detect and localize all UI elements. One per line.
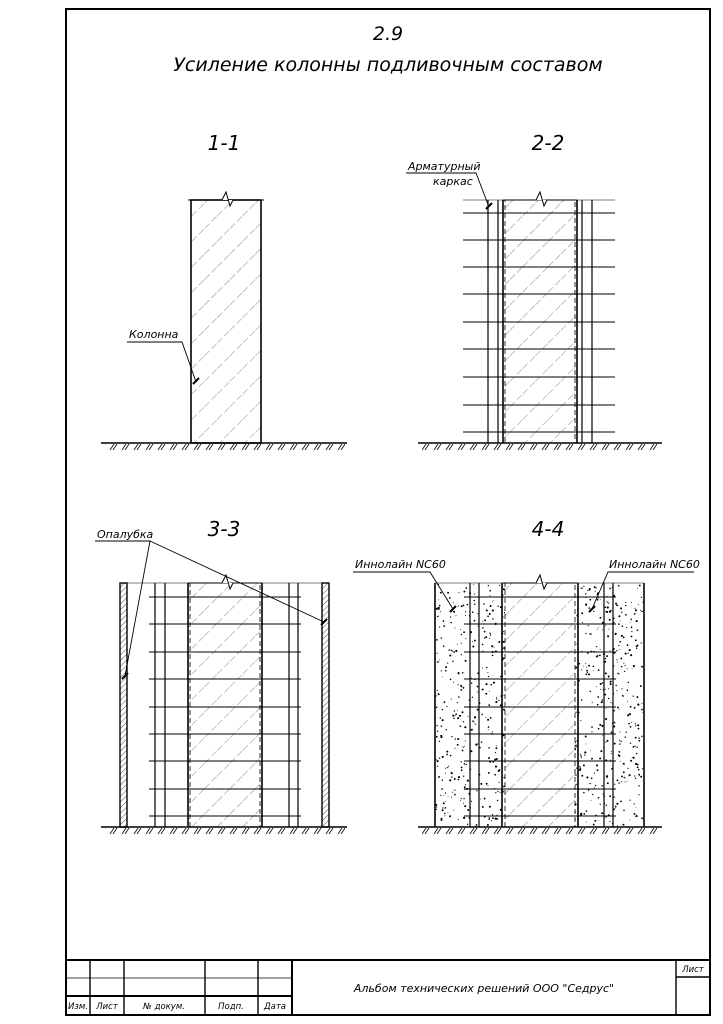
ground-hatch [105, 828, 345, 834]
section-4-4 [353, 517, 700, 834]
ground-hatch [422, 444, 658, 450]
title-block-doc: № докум. [143, 1002, 185, 1012]
callout-rebar-cage: Арматурный [408, 160, 481, 173]
section-label: 2-2 [531, 131, 565, 155]
column-hatch [505, 583, 575, 827]
section-3-3 [95, 517, 347, 834]
callout-grout-left: Иннолайн NC60 [355, 558, 446, 571]
section-label: 4-4 [531, 517, 565, 541]
title-block-date: Дата [263, 1002, 287, 1012]
page-title: Усиление колонны подливочным составом [173, 54, 603, 76]
column-concrete [190, 583, 260, 827]
column-concrete [505, 200, 575, 443]
title-block-sign: Подп. [218, 1002, 244, 1012]
ground-hatch [422, 828, 658, 834]
leader-tick [486, 203, 492, 209]
section-2-2 [406, 131, 662, 450]
callout-grout-right: Иннолайн NC60 [609, 558, 700, 571]
title-block-izm: Изм. [68, 1002, 88, 1012]
sheet-label: Лист [682, 965, 704, 975]
formwork-left [120, 583, 127, 827]
callout-rebar-cage-2: каркас [433, 175, 473, 188]
leader-line [127, 342, 196, 382]
title-block-list: Лист [96, 1002, 118, 1012]
section-label: 3-3 [207, 517, 241, 541]
sheet-number: 2.9 [372, 23, 404, 45]
section-label: 1-1 [207, 131, 241, 155]
section-1-1 [101, 131, 347, 450]
album-name: Альбом технических решений ООО "Седрус" [353, 982, 615, 995]
column-concrete [191, 200, 261, 443]
sheet-frame [66, 9, 710, 1015]
ground-hatch [105, 444, 345, 450]
callout-formwork: Опалубка [97, 528, 154, 541]
callout-column: Колонна [129, 328, 179, 341]
